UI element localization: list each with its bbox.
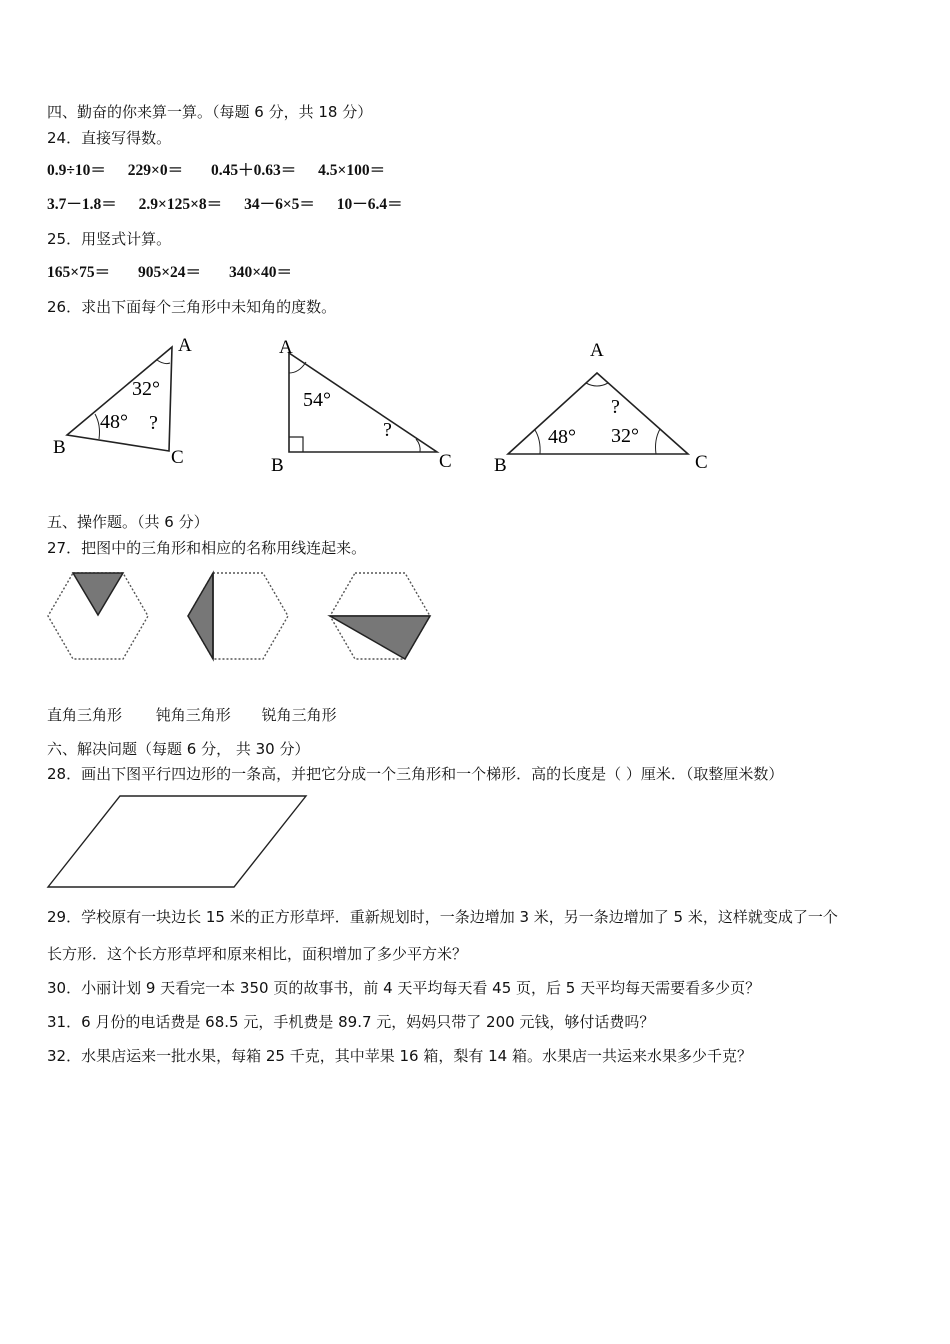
question-25-title: 25．用竖式计算。: [47, 230, 172, 248]
question-24-row-1: [47, 161, 385, 181]
triangle-1-figure: [45, 333, 205, 473]
triangle-name-acute: 锐角三角形: [261, 706, 337, 724]
calc-item: 340×40＝: [228, 264, 293, 281]
section-5-header: 五、操作题。（共 6 分）: [47, 513, 209, 531]
hexagon-figure-2: [185, 568, 295, 664]
triangle-1-unknown: ?: [149, 412, 158, 434]
calc-item: 0.45＋0.63＝: [210, 162, 297, 179]
triangle-1-label-b: B: [53, 437, 66, 458]
section-6-header: 六、解决问题（每题 6 分， 共 30 分）: [47, 740, 310, 758]
triangle-1-label-c: C: [171, 447, 184, 468]
hexagon-figure-1: [45, 568, 155, 664]
triangle-name-obtuse: 钝角三角形: [155, 706, 231, 724]
hexagon-figure-3: [327, 568, 437, 664]
question-29-line-1: 29．学校原有一块边长 15 米的正方形草坪．重新规划时，一条边增加 3 米，另一条边增加了 5 米，这样就变成了一个: [47, 908, 838, 926]
question-28: 28．画出下图平行四边形的一条高，并把它分成一个三角形和一个梯形．高的长度是（ ）厘米．（取整厘米数）: [47, 765, 784, 783]
calc-item: 165×75＝: [47, 264, 111, 281]
calc-item: 34－6×5＝: [244, 196, 315, 213]
triangle-names: [47, 705, 337, 725]
section-4-header: 四、勤奋的你来算一算。（每题 6 分，共 18 分）: [47, 103, 373, 121]
question-24-title: 24．直接写得数。: [47, 129, 172, 147]
calc-item: 905×24＝: [137, 264, 202, 281]
triangle-2-unknown: ?: [383, 419, 392, 441]
triangle-2-label-c: C: [439, 451, 452, 472]
triangle-3-unknown: ?: [611, 396, 620, 418]
calc-item: 4.5×100＝: [318, 162, 386, 179]
question-27-title: 27．把图中的三角形和相应的名称用线连起来。: [47, 539, 367, 557]
triangle-1-angle-b: 48°: [100, 411, 128, 433]
triangle-1-angle-a: 32°: [132, 378, 160, 400]
triangle-2-figure: [265, 333, 465, 478]
calc-item: 0.9÷10＝: [47, 162, 106, 179]
triangle-3-figure: [490, 333, 725, 478]
calc-item: 2.9×125×8＝: [138, 196, 223, 213]
question-29-line-2: 长方形．这个长方形草坪和原来相比，面积增加了多少平方米？: [47, 945, 468, 963]
triangle-name-right: 直角三角形: [47, 706, 123, 724]
calc-item: 229×0＝: [127, 162, 184, 179]
triangle-3-label-c: C: [695, 452, 708, 473]
calc-item: 3.7－1.8＝: [47, 196, 117, 213]
question-32: 32．水果店运来一批水果，每箱 25 千克，其中苹果 16 箱，梨有 14 箱。水果店一共运来水果多少千克？: [47, 1047, 752, 1065]
parallelogram-figure: [45, 793, 310, 893]
triangle-1-label-a: A: [178, 335, 192, 356]
triangle-2-angle-a: 54°: [303, 389, 331, 411]
question-30: 30．小丽计划 9 天看完一本 350 页的故事书，前 4 天平均每天看 45 页，后 5 天平均每天需要看多少页？: [47, 979, 761, 997]
triangle-2-label-b: B: [271, 455, 284, 476]
question-26-title: 26．求出下面每个三角形中未知角的度数。: [47, 298, 337, 316]
calc-item: 10－6.4＝: [336, 196, 403, 213]
question-31: 31．6 月份的电话费是 68.5 元，手机费是 89.7 元，妈妈只带了 200 元钱，够付话费吗？: [47, 1013, 655, 1031]
triangle-3-label-b: B: [494, 455, 507, 476]
question-24-row-2: [47, 195, 403, 215]
triangle-2-label-a: A: [279, 337, 293, 358]
question-25-row: [47, 263, 292, 283]
triangle-3-angle-c: 32°: [611, 425, 639, 447]
triangle-3-angle-b: 48°: [548, 426, 576, 448]
triangle-3-label-a: A: [590, 340, 604, 361]
